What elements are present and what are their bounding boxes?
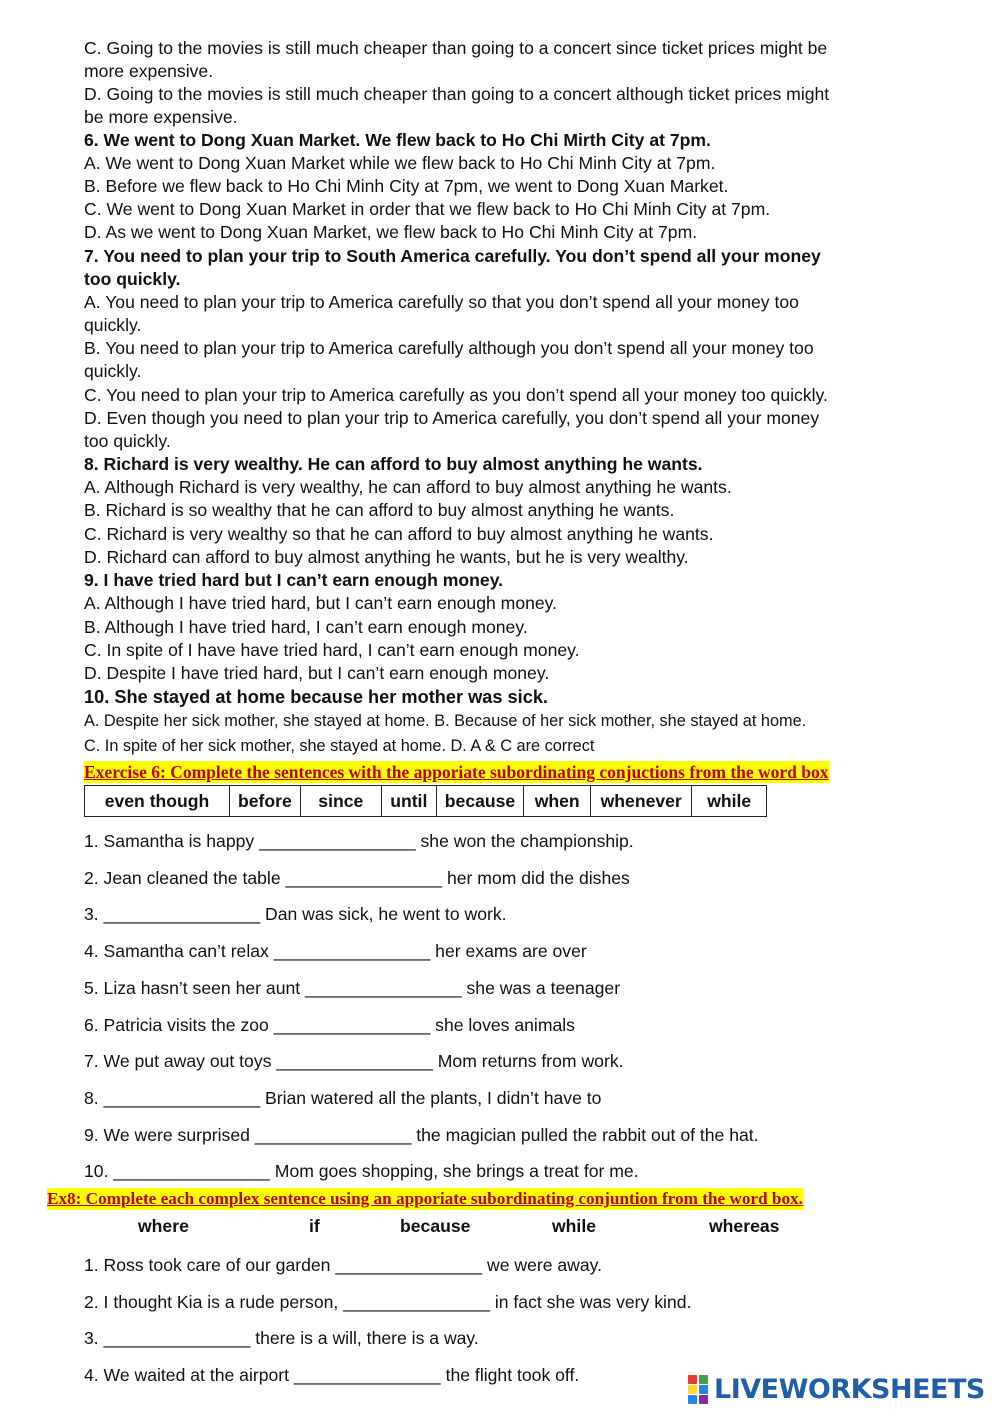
question-6: 6. We went to Dong Xuan Market. We flew back to Ho Chi Mirth City at 7pm. [84, 130, 711, 150]
logo-text: LIVEWORKSHEETS [714, 1374, 985, 1405]
ex8-word-if: if [309, 1216, 320, 1236]
option-7d-line2: too quickly. [84, 431, 171, 451]
word-box-item: when [524, 786, 591, 817]
word-box-item: since [300, 786, 381, 817]
option-9b: B. Although I have tried hard, I can’t earn enough money. [84, 617, 528, 637]
option-5d-line2: be more expensive. [84, 107, 238, 127]
option-5c-line2: more expensive. [84, 61, 214, 81]
option-9a: A. Although I have tried hard, but I can’t earn enough money. [84, 593, 558, 613]
ex8-sentence-4[interactable]: 4. We waited at the airport _______________ the flight took off. [84, 1365, 580, 1385]
ex6-sentence-3[interactable]: 3. ________________ Dan was sick, he went to work. [84, 904, 507, 924]
ex6-sentence-2[interactable]: 2. Jean cleaned the table ________________ her mom did the dishes [84, 868, 630, 888]
option-7a-line2: quickly. [84, 315, 142, 335]
question-9: 9. I have tried hard but I can’t earn enough money. [84, 570, 504, 590]
liveworksheets-logo [688, 1372, 988, 1408]
question-7-line1: 7. You need to plan your trip to South America carefully. You don’t spend all your money [84, 246, 821, 266]
option-6c: C. We went to Dong Xuan Market in order that we flew back to Ho Chi Minh City at 7pm. [84, 199, 771, 219]
ex6-sentence-7[interactable]: 7. We put away out toys ________________ Mom returns from work. [84, 1051, 624, 1071]
word-box-item: until [381, 786, 436, 817]
ex8-sentence-3[interactable]: 3. _______________ there is a will, there is a way. [84, 1328, 479, 1348]
ex8-word-while: while [552, 1216, 596, 1236]
question-8: 8. Richard is very wealthy. He can afford to buy almost anything he wants. [84, 454, 703, 474]
option-9c: C. In spite of I have have tried hard, I can’t earn enough money. [84, 640, 580, 660]
option-7b-line2: quickly. [84, 361, 142, 381]
option-7d-line1: D. Even though you need to plan your trip to America carefully, you don’t spend all your money [84, 408, 820, 428]
ex6-sentence-8[interactable]: 8. ________________ Brian watered all the plants, I didn’t have to [84, 1088, 602, 1108]
ex8-word-because: because [400, 1216, 471, 1236]
option-6b: B. Before we flew back to Ho Chi Minh City at 7pm, we went to Dong Xuan Market. [84, 176, 729, 196]
ex6-sentence-4[interactable]: 4. Samantha can’t relax ________________ her exams are over [84, 941, 587, 961]
option-7c: C. You need to plan your trip to America carefully as you don’t spend all your money too quickly. [84, 385, 828, 405]
ex8-sentence-1[interactable]: 1. Ross took care of our garden _______________ we were away. [84, 1255, 603, 1275]
exercise-8-title: Ex8: Complete each complex sentence using an apporiate subordinating conjuntion from the word box. [47, 1189, 803, 1208]
ex8-sentence-2[interactable]: 2. I thought Kia is a rude person, _______________ in fact she was very kind. [84, 1292, 692, 1312]
ex6-sentence-5[interactable]: 5. Liza hasn’t seen her aunt ________________ she was a teenager [84, 978, 621, 998]
option-6a: A. We went to Dong Xuan Market while we flew back to Ho Chi Minh City at 7pm. [84, 153, 716, 173]
option-5d-line1: D. Going to the movies is still much cheaper than going to a concert although ticket prices might [84, 84, 830, 104]
option-8c: C. Richard is very wealthy so that he can afford to buy almost anything he wants. [84, 524, 714, 544]
ex8-word-where: where [138, 1216, 189, 1236]
exercise-6-title: Exercise 6: Complete the sentences with the apporiate subordinating conjuctions from the word box [84, 762, 829, 782]
ex6-sentence-9[interactable]: 9. We were surprised ________________ the magician pulled the rabbit out of the hat. [84, 1125, 759, 1145]
ex8-word-whereas: whereas [709, 1216, 780, 1236]
word-box-item: before [230, 786, 301, 817]
option-7b-line1: B. You need to plan your trip to America carefully although you don’t spend all your money too [84, 338, 814, 358]
word-box-item: even though [85, 786, 230, 817]
option-9d: D. Despite I have tried hard, but I can’t earn enough money. [84, 663, 550, 683]
ex6-sentence-10[interactable]: 10. ________________ Mom goes shopping, she brings a treat for me. [84, 1161, 639, 1181]
option-8a: A. Although Richard is very wealthy, he can afford to buy almost anything he wants. [84, 477, 732, 497]
ex6-sentence-6[interactable]: 6. Patricia visits the zoo ________________ she loves animals [84, 1015, 575, 1035]
logo-grid-icon [688, 1375, 710, 1405]
option-10cd: C. In spite of her sick mother, she stayed at home. D. A & C are correct [84, 737, 595, 755]
option-10ab: A. Despite her sick mother, she stayed at home. B. Because of her sick mother, she stayed at home. [84, 712, 807, 730]
option-5c-line1: C. Going to the movies is still much cheaper than going to a concert since ticket prices might be [84, 38, 828, 58]
word-box-item: whenever [591, 786, 692, 817]
option-6d: D. As we went to Dong Xuan Market, we flew back to Ho Chi Minh City at 7pm. [84, 222, 698, 242]
option-8d: D. Richard can afford to buy almost anything he wants, but he is very wealthy. [84, 547, 689, 567]
ex6-sentence-1[interactable]: 1. Samantha is happy ________________ she won the championship. [84, 831, 634, 851]
question-10: 10. She stayed at home because her mother was sick. [84, 687, 548, 707]
option-8b: B. Richard is so wealthy that he can afford to buy almost anything he wants. [84, 500, 675, 520]
word-box-item: while [692, 786, 767, 817]
option-7a-line1: A. You need to plan your trip to America carefully so that you don’t spend all your money too [84, 292, 799, 312]
word-box-item: because [436, 786, 523, 817]
question-7-line2: too quickly. [84, 269, 181, 289]
exercise-6-word-box [84, 785, 767, 817]
